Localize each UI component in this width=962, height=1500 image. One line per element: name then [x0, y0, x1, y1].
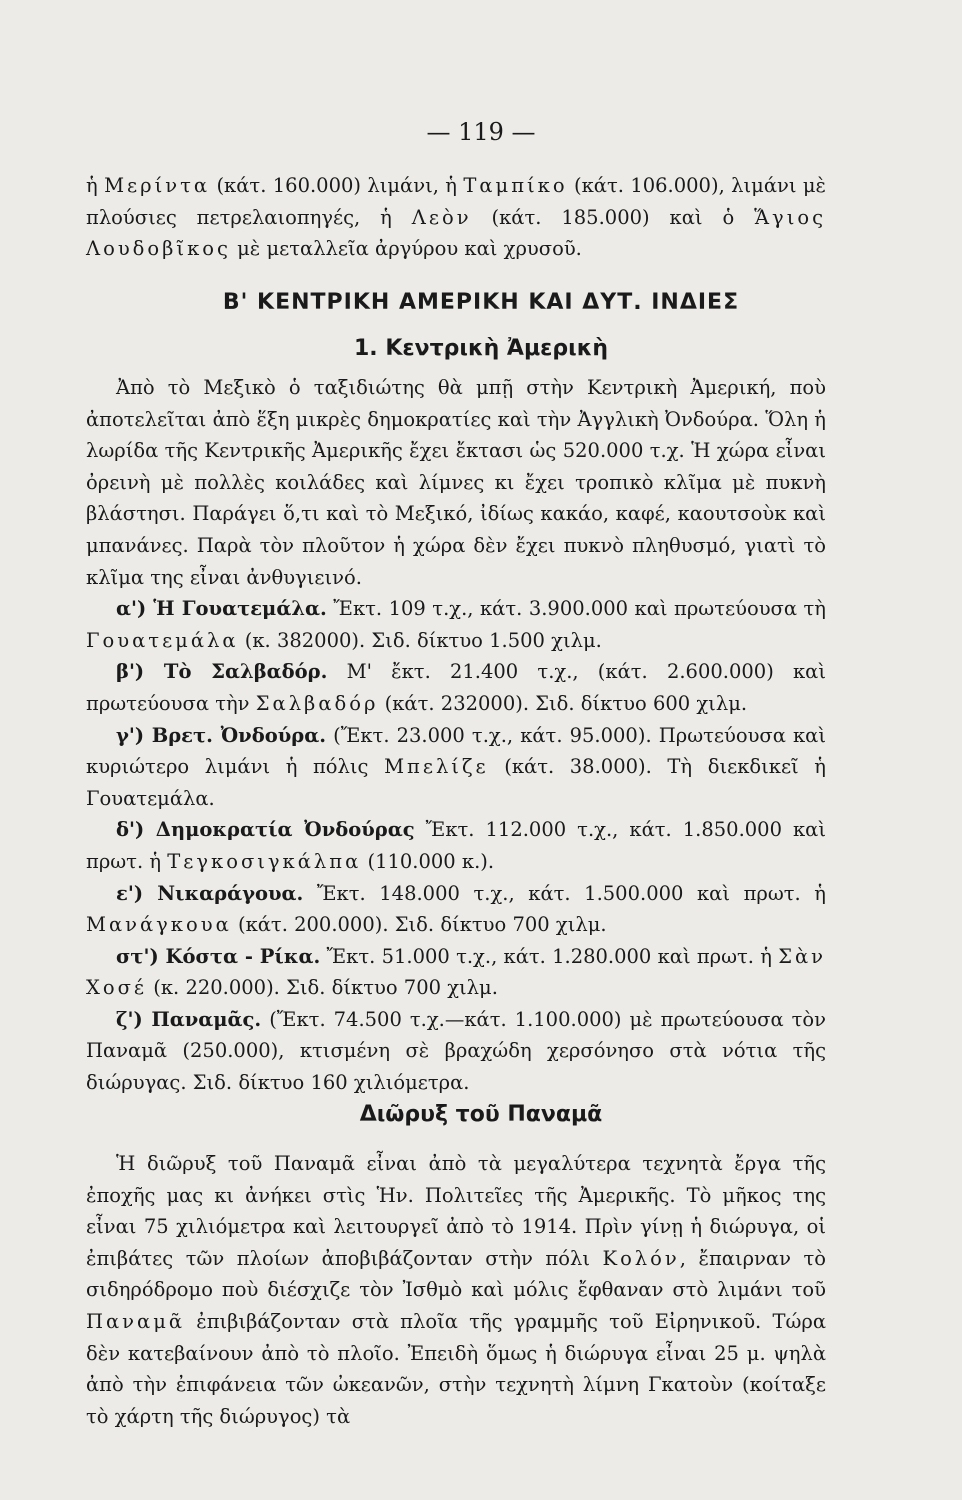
country-label: ζ') Παναμᾶς.: [116, 1007, 262, 1031]
section-heading: Β' ΚΕΝΤΡΙΚΗ ΑΜΕΡΙΚΗ ΚΑΙ ΔΥΤ. ΙΝΔΙΕΣ: [222, 290, 740, 315]
city-name: Ταμπίκο: [463, 174, 568, 197]
country-label: γ') Βρετ. Ὀνδούρα.: [116, 723, 327, 747]
country-entry-british-honduras: γ') Βρετ. Ὀνδούρα. (Ἔκτ. 23.000 τ.χ., κάτ. 95.000). Πρωτεύουσα καὶ κυριώτερο λιμάνι ἡ πόλις Μπελίζε (κάτ. 38.000). Τὴ διεκδικεῖ ἡ Γουατεμάλα.: [86, 723, 826, 810]
country-entry-nicaragua: ε') Νικαράγουα. Ἔκτ. 148.000 τ.χ., κάτ. 1.500.000 καὶ πρωτ. ἡ Μανάγκουα (κάτ. 200.000). Σιδ. δίκτυο 700 χιλμ.: [86, 881, 826, 937]
central-america-body: [86, 372, 826, 1099]
city-name: Λεὸν: [411, 205, 472, 229]
city-name: Τεγκοσιγκάλπα: [167, 849, 362, 873]
country-entry-costa-rica: στ') Κόστα - Ρίκα. Ἔκτ. 51.000 τ.χ., κάτ. 1.280.000 καὶ πρωτ. ἡ Σὰν Χοσέ (κ. 220.000). Σιδ. δίκτυο 700 χιλμ.: [86, 944, 826, 1000]
page-number: — 119 —: [426, 118, 536, 146]
country-entry-salvador: β') Τὸ Σαλβαδόρ. Μ' ἔκτ. 21.400 τ.χ., (κάτ. 2.600.000) καὶ πρωτεύουσα τὴν Σαλβαδόρ (κάτ. 232000). Σιδ. δίκτυο 600 χιλμ.: [86, 660, 826, 715]
canal-body: [86, 1148, 826, 1432]
central-intro-paragraph: Ἀπὸ τὸ Μεξικὸ ὁ ταξιδιώτης θὰ μπῇ στὴν Κεντρικὴ Ἀμερική, ποὺ ἀποτελεῖται ἀπὸ ἕξη μικρὲς δημοκρατίες καὶ τὴν Ἀγγλικὴ Ὀνδούρα. Ὅλη ἡ λωρίδα τῆς Κεντρικῆς Ἀμερικῆς ἔχει ἔκτασι ὡς 520.000 τ.χ. Ἡ χώρα εἶναι ὀρεινὴ μὲ πολλὲς κοιλάδες καὶ λίμνες κι ἔχει τροπικὸ κλῖμα μὲ πυκνὴ βλάστησι. Παράγει ὅ,τι καὶ τὸ Μεξικό, ἰδίως κακάο, καφέ, καουτσοὺκ καὶ μπανάνες. Παρὰ τὸν πλοῦτον ἡ χώρα δὲν ἔχει πυκνὸ πληθυσμό, γιατὶ τὸ κλῖμα της εἶναι ἀνθυγιεινό.: [86, 376, 826, 589]
city-name: Παναμᾶ: [86, 1309, 186, 1333]
city-name: Κολόν: [602, 1246, 680, 1270]
sub-heading: 1. Κεντρικὴ Ἀμερικὴ: [354, 336, 608, 361]
country-label: δ') Δημοκρατία Ὀνδούρας: [116, 818, 415, 842]
city-name: Ἅγιος Λουδοβῖκος: [86, 205, 826, 261]
city-name: Γουατεμάλα: [86, 628, 239, 652]
city-name: Σὰν Χοσέ: [86, 944, 826, 1000]
country-label: α') Ἡ Γουατεμάλα.: [116, 597, 327, 621]
city-name: Σαλβαδόρ: [255, 691, 379, 715]
country-label: ε') Νικαράγουα.: [116, 881, 304, 905]
country-label: β') Τὸ Σαλβαδόρ.: [116, 660, 328, 684]
intro-paragraph: ἡ Μερίντα (κάτ. 160.000) λιμάνι, ἡ Ταμπίκο (κάτ. 106.000), λιμάνι μὲ πλούσιες πετρελαιοπηγές, ἡ Λεὸν (κάτ. 185.000) καὶ ὁ Ἅγιος Λουδοβῖκος μὲ μεταλλεῖα ἀργύρου καὶ χρυσοῦ.: [86, 174, 827, 261]
canal-heading: Διῶρυξ τοῦ Παναμᾶ: [359, 1102, 603, 1127]
country-entry-panama: ζ') Παναμᾶς. (Ἔκτ. 74.500 τ.χ.—κάτ. 1.100.000) μὲ πρωτεύουσα τὸν Παναμᾶ (250.000), κτισμένη σὲ βραχώδη χερσόνησο στὰ νότια τῆς διώρυγας. Σιδ. δίκτυο 160 χιλιόμετρα.: [86, 1007, 826, 1095]
country-label: στ') Κόστα - Ρίκα.: [116, 944, 321, 968]
country-entry-honduras: δ') Δημοκρατία Ὀνδούρας Ἔκτ. 112.000 τ.χ., κάτ. 1.850.000 καὶ πρωτ. ἡ Τεγκοσιγκάλπα (110.000 κ.).: [86, 818, 827, 873]
canal-paragraph: Ἡ διῶρυξ τοῦ Παναμᾶ εἶναι ἀπὸ τὰ μεγαλύτερα τεχνητὰ ἔργα τῆς ἐποχῆς μας κι ἀνήκει στὶς Ἡν. Πολιτεῖες τῆς Ἀμερικῆς. Τὸ μῆκος της εἶναι 75 χιλιόμετρα καὶ λειτουργεῖ ἀπὸ τὸ 1914. Πρὶν γίνῃ ἡ διώρυγα, οἱ ἐπιβάτες τῶν πλοίων ἀποβιβάζονταν στὴν πόλι Κολόν, ἔπαιρναν τὸ σιδηρόδρομο ποὺ διέσχιζε τὸν Ἰσθμὸ καὶ μόλις ἔφθαναν στὸ λιμάνι τοῦ Παναμᾶ ἐπιβιβάζονταν στὰ πλοῖα τῆς γραμμῆς τοῦ Εἰρηνικοῦ. Τώρα δὲν κατεβαίνουν ἀπὸ τὸ πλοῖο. Ἐπειδὴ ὅμως ἡ διώρυγα εἶναι 25 μ. ψηλὰ ἀπὸ τὴν ἐπιφάνεια τῶν ὠκεανῶν, στὴν τεχνητὴ λίμνη Γκατοὺν (κοίταξε τὸ χάρτη τῆς διώρυγος) τὰ: [86, 1152, 826, 1428]
city-name: Μανάγκουα: [86, 913, 232, 937]
country-entry-guatemala: α') Ἡ Γουατεμάλα. Ἔκτ. 109 τ.χ., κάτ. 3.900.000 καὶ πρωτεύουσα τὴ Γουατεμάλα (κ. 382000). Σιδ. δίκτυο 1.500 χιλμ.: [86, 597, 826, 652]
city-name: Μερίντα: [104, 174, 211, 197]
city-name: Μπελίζε: [384, 755, 489, 779]
